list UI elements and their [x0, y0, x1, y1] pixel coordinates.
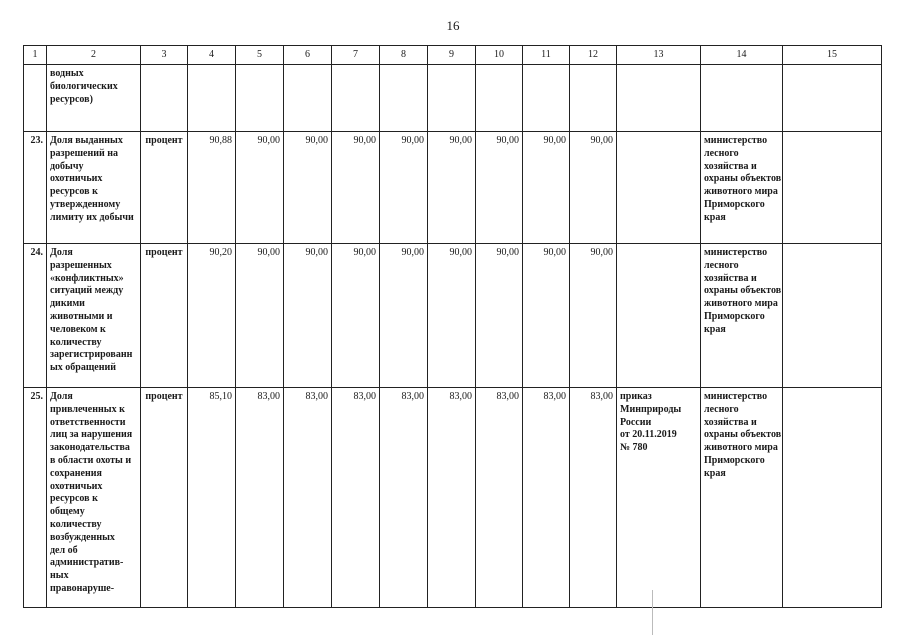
responsible-org-cell-line: Приморского — [704, 454, 765, 466]
value-cell: 90,00 — [570, 132, 617, 244]
indicator-name-cell-line: Доля — [50, 247, 73, 258]
value-cell: 83,00 — [380, 388, 428, 608]
responsible-org-cell-line: охраны объектов — [704, 173, 782, 185]
responsible-org-cell-line: животного мира — [704, 298, 778, 310]
header-cell: 10 — [476, 46, 523, 65]
indicator-name-cell-line: добычу — [50, 160, 84, 172]
value-cell — [428, 65, 476, 132]
value-cell — [236, 65, 284, 132]
value-cell: 90,00 — [428, 132, 476, 244]
responsible-org-cell-line: министерство — [704, 391, 768, 402]
indicator-name-cell-line: сохранения — [50, 467, 102, 479]
basis-cell-line: приказ — [620, 391, 652, 402]
row-number-cell: 23. — [24, 132, 47, 244]
basis-cell — [617, 244, 701, 388]
header-cell: 13 — [617, 46, 701, 65]
responsible-org-cell — [701, 65, 783, 132]
value-cell: 85,10 — [188, 388, 236, 608]
header-cell: 2 — [47, 46, 141, 65]
indicator-name-cell — [47, 244, 141, 388]
value-cell: 90,00 — [570, 244, 617, 388]
value-cell — [284, 65, 332, 132]
indicator-name-cell-line: Доля выданных — [50, 135, 123, 146]
indicator-name-cell — [47, 65, 141, 132]
value-cell: 90,00 — [523, 132, 570, 244]
unit-cell: процент — [141, 132, 188, 244]
value-cell — [523, 65, 570, 132]
header-cell: 3 — [141, 46, 188, 65]
indicator-name-cell-line: в области охоты и — [50, 454, 132, 466]
col15-cell — [783, 132, 882, 244]
responsible-org-cell-line: края — [704, 211, 726, 223]
indicator-name-cell-line: количеству — [50, 336, 102, 348]
indicator-name-cell-line: разрешенных — [50, 259, 112, 271]
responsible-org-cell-line: лесного — [704, 147, 739, 159]
indicator-name-cell-line: дикими — [50, 298, 85, 310]
indicator-name-cell-line: биологических — [50, 80, 118, 92]
responsible-org-cell-line: края — [704, 323, 726, 335]
responsible-org-cell-line: лесного — [704, 259, 739, 271]
value-cell: 83,00 — [428, 388, 476, 608]
table-row — [24, 65, 882, 132]
value-cell: 90,00 — [428, 244, 476, 388]
indicator-name-cell-line: ых обращений — [50, 362, 117, 374]
responsible-org-cell-line: охраны объектов — [704, 285, 782, 297]
scan-artifact-line — [652, 590, 653, 635]
indicator-name-cell-line: водных — [50, 68, 84, 79]
indicator-name-cell-line: утвержденному — [50, 198, 121, 210]
value-cell: 83,00 — [570, 388, 617, 608]
indicator-name-cell-line: законодательства — [50, 442, 130, 454]
value-cell: 90,00 — [284, 132, 332, 244]
table-row — [24, 132, 882, 244]
responsible-org-cell-line: министерство — [704, 247, 768, 258]
indicator-name-cell — [47, 388, 141, 608]
value-cell: 90,00 — [523, 244, 570, 388]
basis-cell-line: России — [620, 416, 652, 428]
header-cell: 7 — [332, 46, 380, 65]
col15-cell — [783, 244, 882, 388]
value-cell: 83,00 — [332, 388, 380, 608]
indicator-name-cell-line: возбужденных — [50, 531, 115, 543]
indicator-name-cell-line: привлеченных к — [50, 403, 125, 415]
header-cell: 6 — [284, 46, 332, 65]
responsible-org-cell-line: Приморского — [704, 198, 765, 210]
responsible-org-cell-line: охраны объектов — [704, 429, 782, 441]
value-cell: 90,00 — [332, 132, 380, 244]
value-cell: 90,00 — [236, 244, 284, 388]
responsible-org-cell-line: животного мира — [704, 186, 778, 198]
value-cell: 90,88 — [188, 132, 236, 244]
value-cell — [188, 65, 236, 132]
indicator-name-cell-line: общему — [50, 506, 85, 518]
value-cell — [380, 65, 428, 132]
responsible-org-cell — [701, 132, 783, 244]
indicator-name-cell-line: правонаруше- — [50, 582, 115, 594]
basis-cell-line: № 780 — [620, 442, 648, 454]
value-cell: 90,00 — [332, 244, 380, 388]
indicator-name-cell-line: ресурсов к — [50, 186, 98, 198]
table-row — [24, 388, 882, 608]
basis-cell-line: от 20.11.2019 — [620, 429, 677, 441]
header-cell: 9 — [428, 46, 476, 65]
responsible-org-cell-line: края — [704, 467, 726, 479]
indicator-name-cell — [47, 132, 141, 244]
header-cell: 11 — [523, 46, 570, 65]
indicator-name-cell-line: «конфликтных» — [50, 272, 124, 284]
unit-cell: процент — [141, 388, 188, 608]
col15-cell — [783, 388, 882, 608]
header-cell: 14 — [701, 46, 783, 65]
page-number: 16 — [446, 18, 460, 33]
indicator-name-cell-line: охотничьих — [50, 173, 103, 185]
basis-cell-line: Минприроды — [620, 403, 682, 415]
header-cell: 8 — [380, 46, 428, 65]
responsible-org-cell-line: Приморского — [704, 310, 765, 322]
responsible-org-cell — [701, 388, 783, 608]
value-cell — [332, 65, 380, 132]
responsible-org-cell-line: хозяйства и — [704, 272, 757, 284]
header-cell: 5 — [236, 46, 284, 65]
responsible-org-cell-line: министерство — [704, 135, 768, 146]
indicator-name-cell-line: ответственности — [50, 416, 126, 428]
indicator-name-cell-line: человеком к — [50, 323, 106, 335]
indicator-name-cell-line: ресурсов к — [50, 493, 98, 505]
unit-cell — [141, 65, 188, 132]
header-cell: 1 — [24, 46, 47, 65]
indicator-name-cell-line: разрешений на — [50, 147, 119, 159]
indicator-name-cell-line: дел об — [50, 544, 78, 556]
indicator-name-cell-line: лимиту их добычи — [50, 211, 134, 223]
header-cell: 4 — [188, 46, 236, 65]
responsible-org-cell — [701, 244, 783, 388]
indicator-name-cell-line: ных — [50, 570, 69, 582]
unit-cell: процент — [141, 244, 188, 388]
value-cell: 83,00 — [284, 388, 332, 608]
value-cell: 90,00 — [284, 244, 332, 388]
indicator-name-cell-line: ситуаций между — [50, 285, 124, 297]
header-cell: 12 — [570, 46, 617, 65]
indicator-name-cell-line: животными и — [50, 310, 113, 322]
header-row — [24, 46, 882, 65]
value-cell: 90,00 — [380, 132, 428, 244]
indicator-name-cell-line: административ- — [50, 557, 124, 569]
responsible-org-cell-line: хозяйства и — [704, 416, 757, 428]
value-cell: 90,20 — [188, 244, 236, 388]
value-cell: 83,00 — [236, 388, 284, 608]
value-cell — [570, 65, 617, 132]
row-number-cell: 25. — [24, 388, 47, 608]
table-row — [24, 244, 882, 388]
responsible-org-cell-line: лесного — [704, 403, 739, 415]
indicator-name-cell-line: ресурсов) — [50, 93, 93, 105]
col15-cell — [783, 65, 882, 132]
indicator-name-cell-line: лиц за нарушения — [50, 429, 133, 441]
indicator-name-cell-line: охотничьих — [50, 480, 103, 492]
value-cell — [476, 65, 523, 132]
basis-cell — [617, 388, 701, 608]
header-cell: 15 — [783, 46, 882, 65]
value-cell: 83,00 — [523, 388, 570, 608]
value-cell: 90,00 — [476, 244, 523, 388]
indicators-table — [23, 45, 882, 608]
indicator-name-cell-line: Доля — [50, 391, 73, 402]
value-cell: 83,00 — [476, 388, 523, 608]
row-number-cell: 24. — [24, 244, 47, 388]
indicator-name-cell-line: количеству — [50, 518, 102, 530]
row-number-cell — [24, 65, 47, 132]
value-cell: 90,00 — [380, 244, 428, 388]
responsible-org-cell-line: животного мира — [704, 442, 778, 454]
indicator-name-cell-line: зарегистрированн — [50, 349, 133, 361]
responsible-org-cell-line: хозяйства и — [704, 160, 757, 172]
value-cell: 90,00 — [236, 132, 284, 244]
basis-cell — [617, 65, 701, 132]
value-cell: 90,00 — [476, 132, 523, 244]
basis-cell — [617, 132, 701, 244]
